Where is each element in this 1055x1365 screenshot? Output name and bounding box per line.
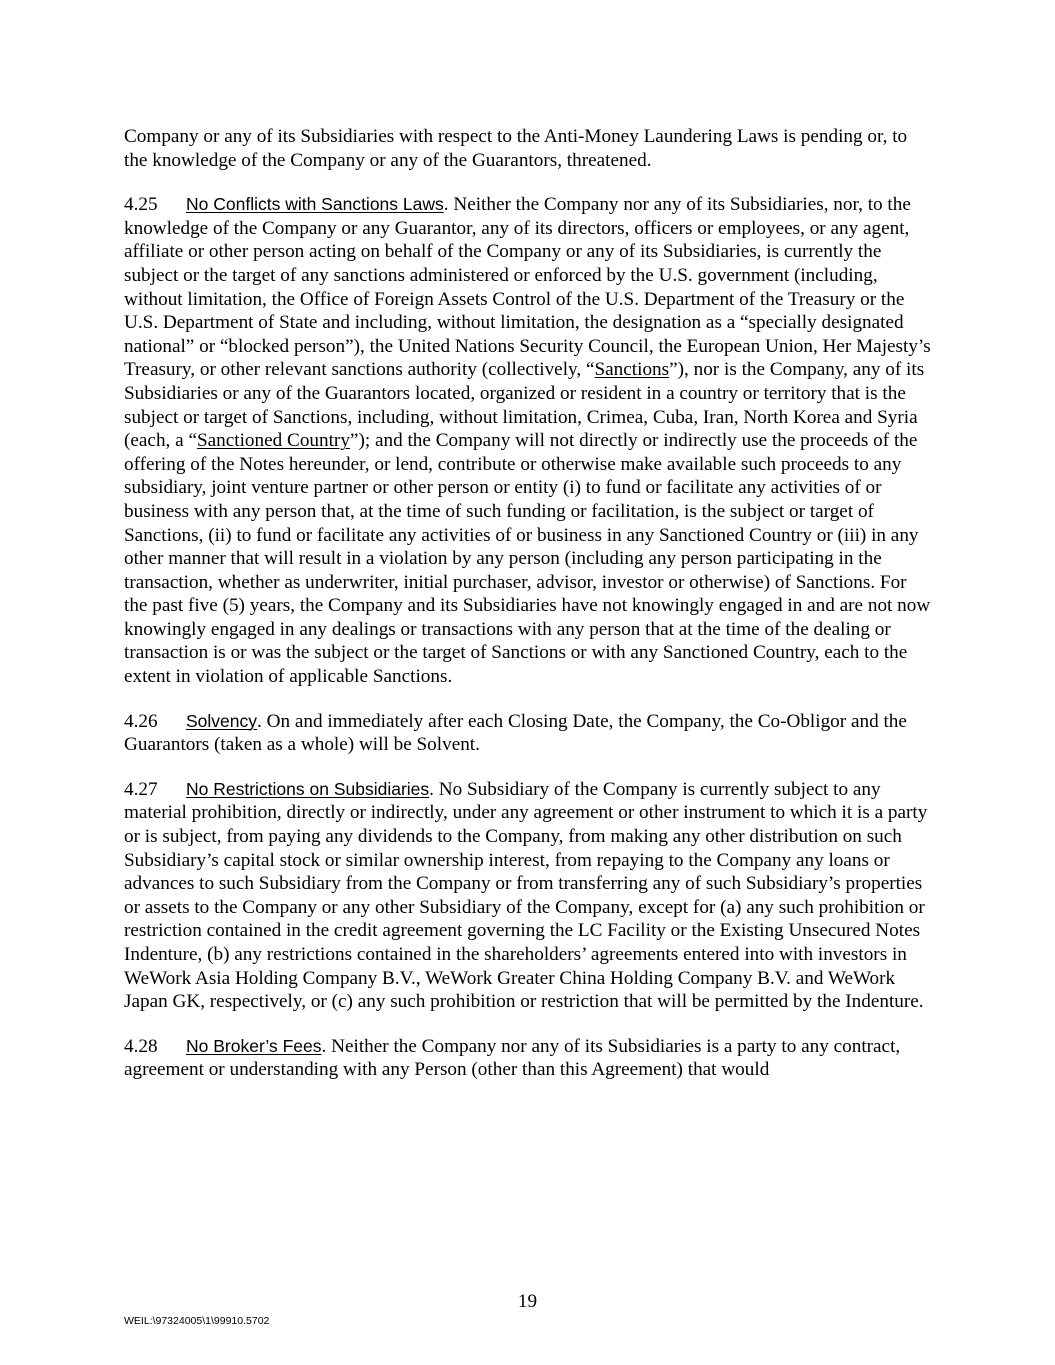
defined-term-sanctions: Sanctions: [594, 359, 670, 381]
section-4-28: [124, 1035, 934, 1082]
section-text: . On and immediately after each Closing Date, the Company, the Co-Obligor and the Guarantors (taken as a whole) will be Solvent.: [124, 710, 907, 756]
section-4-26: [124, 710, 934, 757]
section-heading: No Restrictions on Subsidiaries: [186, 778, 430, 799]
section-text: . Neither the Company nor any of its Subsidiaries is a party to any contract, agreement or understanding with any Person (other than this Agreement) that would: [124, 1035, 901, 1081]
section-heading: No Conflicts with Sanctions Laws: [186, 194, 444, 215]
section-text: ”), nor is the Company, any of its Subsidiaries or any of the Guarantors located, organized or resident in a country or territory that is the subject or target of Sanctions, including, without limitation, Crimea, Cuba, Iran, North Korea and Syria (each, a “: [124, 359, 925, 452]
continuation-paragraph: [124, 125, 934, 172]
continuation-text: Company or any of its Subsidiaries with respect to the Anti-Money Laundering Laws is pending or, to the knowledge of the Company or any of the Guarantors, threatened.: [124, 126, 908, 171]
section-4-25: [124, 193, 934, 688]
section-text: ”); and the Company will not directly or indirectly use the proceeds of the offering of the Notes hereunder, or lend, contribute or otherwise make available such proceeds to any subsidiary, joint venture partner or other person or entity (i) to fund or facilitate any activities of or business with any person that, at the time of such funding or facilitation, is the subject or target of Sanctions, (ii) to fund or facilitate any activities of or business in any Sanctioned Country or (iii) in any other manner that will result in a violation by any person (including any person participating in the transaction, whether as underwriter, initial purchaser, advisor, investor or otherwise) of Sanctions. For the past five (5) years, the Company and its Subsidiaries have not knowingly engaged in and are not now knowingly engaged in any dealings or transactions with any person that at the time of the dealing or transaction is or was the subject or the target of Sanctions or with any Sanctioned Country, each to the extent in violation of applicable Sanctions.: [124, 430, 931, 688]
section-number: 4.27: [124, 778, 158, 800]
section-number: 4.26: [124, 710, 158, 732]
section-text: . Neither the Company nor any of its Subsidiaries, nor, to the knowledge of the Company or any Guarantor, any of its directors, officers or employees, or any agent, affiliate or other person acting on behalf of the Company or any of its Subsidiaries, is currently the subject or the target of any sanctions administered or enforced by the U.S. government (including, without limitation, the Office of Foreign Assets Control of the U.S. Department of the Treasury or the U.S. Department of State and including, without limitation, the designation as a “specially designated national” or “blocked person”), the United Nations Security Council, the European Union, Her Majesty’s Treasury, or other relevant sanctions authority (collectively, “: [124, 194, 931, 381]
document-id: WEIL:\97324005\1\99910.5702: [124, 1315, 270, 1327]
section-number: 4.28: [124, 1035, 158, 1057]
document-body: [124, 125, 934, 1103]
section-text: . No Subsidiary of the Company is currently subject to any material prohibition, directly or indirectly, under any agreement or other instrument to which it is a party or is subject, from paying any dividends to the Company, from making any other distribution on such Subsidiary’s capital stock or similar ownership interest, from repaying to the Company any loans or advances to such Subsidiary from the Company or from transferring any of such Subsidiary’s properties or assets to the Company or any other Subsidiary of the Company, except for (a) any such prohibition or restriction contained in the credit agreement governing the LC Facility or the Existing Unsecured Notes Indenture, (b) any restrictions contained in the shareholders’ agreements entered into with investors in WeWork Asia Holding Company B.V., WeWork Greater China Holding Company B.V. and WeWork Japan GK, respectively, or (c) any such prohibition or restriction that will be permitted by the Indenture.: [124, 778, 928, 1013]
section-4-27: [124, 778, 934, 1014]
section-heading: No Broker’s Fees: [186, 1035, 322, 1056]
defined-term-sanctioned-country: Sanctioned Country: [196, 430, 350, 452]
section-heading: Solvency: [186, 710, 258, 731]
page-number: 19: [517, 1291, 538, 1312]
section-number: 4.25: [124, 194, 158, 216]
